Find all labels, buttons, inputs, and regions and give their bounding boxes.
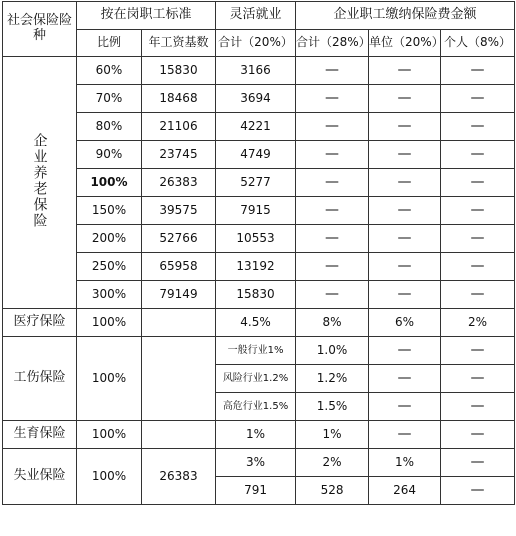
flex-cell: 13192 (216, 253, 296, 281)
unit-cell: — (369, 113, 441, 141)
ratio-cell: 60% (77, 57, 142, 85)
medical-label: 医疗保险 (3, 309, 77, 337)
personal-cell: — (441, 57, 515, 85)
personal-cell: — (441, 365, 515, 393)
unit-cell: — (369, 57, 441, 85)
total-cell: 2% (296, 449, 369, 477)
personal-cell: — (441, 421, 515, 449)
personal-cell: — (441, 337, 515, 365)
personal-cell: — (441, 197, 515, 225)
table-row (3, 281, 515, 309)
pension-label: 企业养老保险 (31, 132, 48, 229)
total-cell: 1.2% (296, 365, 369, 393)
unit-cell: — (369, 225, 441, 253)
flexible-employment-header: 灵活就业 (216, 2, 296, 30)
total-cell: 1% (296, 421, 369, 449)
ratio-header: 比例 (77, 30, 142, 57)
base-cell: 18468 (142, 85, 216, 113)
base-cell: 39575 (142, 197, 216, 225)
personal-cell: 2% (441, 309, 515, 337)
ratio-cell: 250% (77, 253, 142, 281)
ratio-cell: 100% (77, 337, 142, 421)
table-row (3, 225, 515, 253)
flex-cell: 3% (216, 449, 296, 477)
table-row (3, 253, 515, 281)
total-cell: 8% (296, 309, 369, 337)
flex-cell: 4.5% (216, 309, 296, 337)
maternity-label: 生育保险 (3, 421, 77, 449)
header-row-2 (3, 30, 515, 57)
base-cell: 52766 (142, 225, 216, 253)
unit-cell: — (369, 169, 441, 197)
ratio-cell: 300% (77, 281, 142, 309)
flex-cell: 791 (216, 477, 296, 505)
ratio-cell: 100% (77, 421, 142, 449)
total-cell: — (296, 113, 369, 141)
base-cell: 23745 (142, 141, 216, 169)
enterprise-unit-header: 单位（20%） (369, 30, 441, 57)
flex-cell: 风险行业1.2% (216, 365, 296, 393)
unit-cell: — (369, 365, 441, 393)
table-row (3, 85, 515, 113)
total-cell: 1.0% (296, 337, 369, 365)
table-row (3, 57, 515, 85)
personal-cell: — (441, 169, 515, 197)
flex-cell: 4221 (216, 113, 296, 141)
total-cell: 1.5% (296, 393, 369, 421)
maternity-row (3, 421, 515, 449)
total-cell: — (296, 253, 369, 281)
total-cell: — (296, 85, 369, 113)
total-cell: — (296, 141, 369, 169)
insurance-table-wrapper (2, 1, 514, 505)
personal-cell: — (441, 393, 515, 421)
ratio-cell: 70% (77, 85, 142, 113)
unit-cell: 1% (369, 449, 441, 477)
unit-cell: — (369, 281, 441, 309)
flex-cell: 一般行业1% (216, 337, 296, 365)
personal-cell: — (441, 281, 515, 309)
unemployment-label: 失业保险 (3, 449, 77, 505)
by-post-salary-header: 按在岗职工标准 (77, 2, 216, 30)
unit-cell: — (369, 253, 441, 281)
flex-cell: 15830 (216, 281, 296, 309)
unit-cell: 264 (369, 477, 441, 505)
enterprise-payment-header: 企业职工缴纳保险费金额 (296, 2, 515, 30)
base-cell: 15830 (142, 57, 216, 85)
injury-label: 工伤保险 (3, 337, 77, 421)
flex-cell: 1% (216, 421, 296, 449)
base-cell-empty (142, 421, 216, 449)
injury-row (3, 337, 515, 365)
social-insurance-table (2, 1, 515, 505)
personal-cell: — (441, 449, 515, 477)
insurance-type-header: 社会保险险种 (3, 2, 77, 57)
personal-cell: — (441, 85, 515, 113)
unit-cell: — (369, 393, 441, 421)
base-cell: 26383 (142, 449, 216, 505)
total-cell: — (296, 169, 369, 197)
header-row-1 (3, 2, 515, 30)
flex-cell: 10553 (216, 225, 296, 253)
ratio-cell: 100% (77, 169, 142, 197)
table-row (3, 197, 515, 225)
total-cell: — (296, 57, 369, 85)
flex-cell: 3694 (216, 85, 296, 113)
flex-total-header: 合计（20%） (216, 30, 296, 57)
flex-cell: 7915 (216, 197, 296, 225)
base-cell: 21106 (142, 113, 216, 141)
ratio-cell: 150% (77, 197, 142, 225)
base-cell: 79149 (142, 281, 216, 309)
enterprise-total-header: 合计（28%） (296, 30, 369, 57)
flex-cell: 高危行业1.5% (216, 393, 296, 421)
flex-cell: 3166 (216, 57, 296, 85)
unit-cell: — (369, 197, 441, 225)
total-cell: — (296, 197, 369, 225)
base-cell-empty (142, 337, 216, 421)
pension-label-cell (3, 57, 77, 309)
unit-cell: — (369, 337, 441, 365)
total-cell: 528 (296, 477, 369, 505)
personal-cell: — (441, 225, 515, 253)
annual-salary-base-header: 年工资基数 (142, 30, 216, 57)
table-row (3, 113, 515, 141)
ratio-cell: 80% (77, 113, 142, 141)
flex-cell: 4749 (216, 141, 296, 169)
unit-cell: — (369, 421, 441, 449)
enterprise-personal-header: 个人（8%） (441, 30, 515, 57)
ratio-cell: 200% (77, 225, 142, 253)
personal-cell: — (441, 113, 515, 141)
table-row (3, 169, 515, 197)
unit-cell: — (369, 85, 441, 113)
total-cell: — (296, 225, 369, 253)
unit-cell: — (369, 141, 441, 169)
unit-cell: 6% (369, 309, 441, 337)
base-cell-empty (142, 309, 216, 337)
ratio-cell: 100% (77, 309, 142, 337)
ratio-cell: 100% (77, 449, 142, 505)
personal-cell: — (441, 141, 515, 169)
medical-row (3, 309, 515, 337)
flex-cell: 5277 (216, 169, 296, 197)
base-cell: 26383 (142, 169, 216, 197)
base-cell: 65958 (142, 253, 216, 281)
personal-cell: — (441, 477, 515, 505)
table-row (3, 141, 515, 169)
ratio-cell: 90% (77, 141, 142, 169)
personal-cell: — (441, 253, 515, 281)
total-cell: — (296, 281, 369, 309)
unemployment-row (3, 449, 515, 477)
